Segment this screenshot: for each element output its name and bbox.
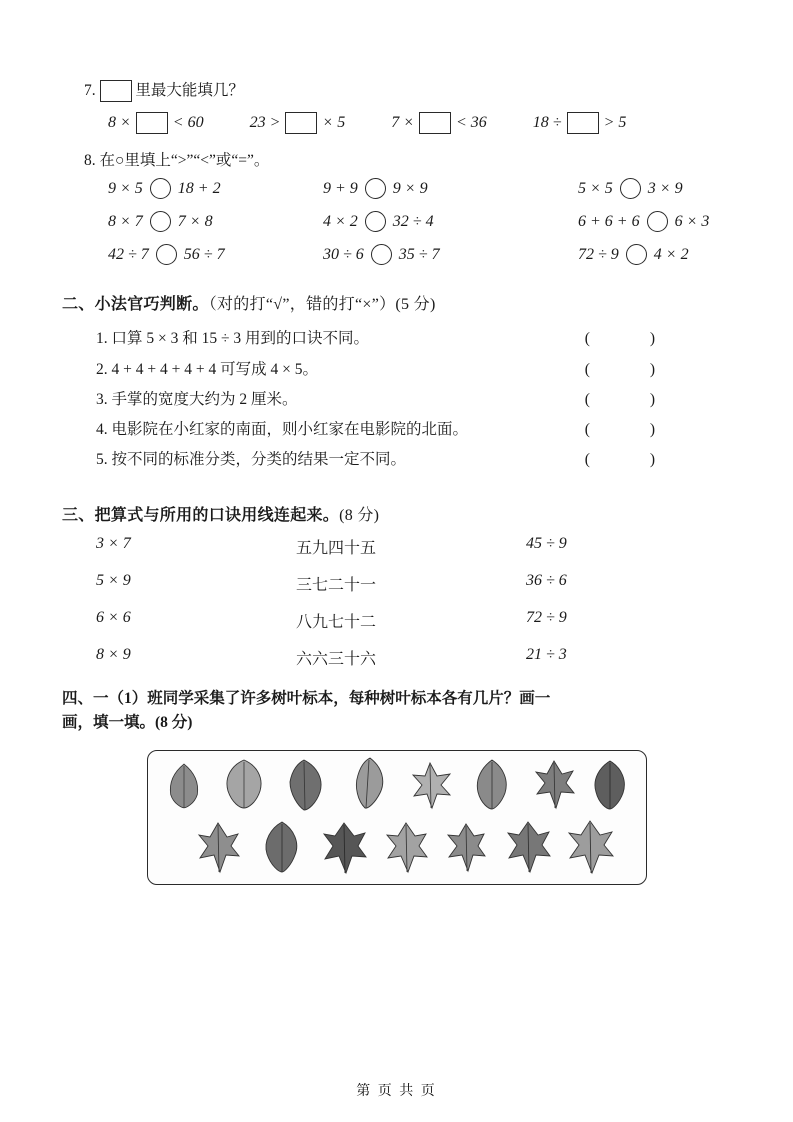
expr-left: 23 >: [249, 114, 281, 132]
compare-item: [323, 244, 578, 265]
compare-circle[interactable]: [150, 211, 171, 232]
question-7-number: 7.: [84, 82, 96, 99]
compare-circle[interactable]: [371, 244, 392, 265]
match-middle[interactable]: 六六三十六: [296, 650, 377, 668]
judge-answer-paren[interactable]: ( ): [584, 421, 683, 439]
question-8: [84, 148, 731, 265]
question-7-title-box[interactable]: [100, 80, 132, 102]
cmp-left: 5 × 5: [578, 179, 613, 197]
judge-answer-paren[interactable]: ( ): [584, 390, 683, 408]
expr-left: 18 ÷: [532, 114, 562, 132]
expr-right: < 36: [455, 114, 487, 132]
match-middle[interactable]: 三七二十一: [296, 576, 377, 594]
question-8-number: 8.: [84, 152, 96, 170]
compare-item: [108, 211, 323, 232]
section-4-heading: [62, 687, 731, 737]
question-8-grid: [108, 178, 731, 265]
judge-text: 5. 按不同的标准分类，分类的结果一定不同。: [96, 451, 407, 469]
compare-item: [578, 178, 731, 199]
judge-text: 1. 口算 5 × 3 和 15 ÷ 3 用到的口诀不同。: [96, 330, 369, 348]
question-8-title: [84, 148, 731, 170]
match-right[interactable]: 21 ÷ 3: [526, 645, 567, 663]
compare-item: [323, 211, 578, 232]
leaf-icon: [290, 760, 321, 810]
section-3-heading: [62, 502, 731, 525]
leaf-icon: [265, 822, 296, 872]
cmp-right: 56 ÷ 7: [183, 245, 225, 263]
match-left[interactable]: 6 × 6: [96, 608, 131, 626]
match-right[interactable]: 72 ÷ 9: [526, 608, 567, 626]
answer-box[interactable]: [285, 112, 317, 134]
leaf-icon: [387, 823, 427, 872]
leaf-icon: [413, 763, 450, 808]
section-3-heading-bold: 三、把算式与所用的口诀用线连起来。: [62, 506, 340, 524]
compare-item: [323, 178, 578, 199]
leaf-icon: [226, 760, 260, 808]
cmp-right: 4 × 2: [653, 245, 689, 263]
match-right[interactable]: 45 ÷ 9: [526, 534, 567, 552]
compare-item: [108, 244, 323, 265]
judge-text: 3. 手掌的宽度大约为 2 厘米。: [96, 390, 298, 408]
page-footer: 第 页 共 页: [356, 1084, 437, 1099]
expr-item: [533, 112, 627, 134]
leaf-icon: [477, 760, 506, 809]
answer-box[interactable]: [136, 112, 168, 134]
expr-left: 8 ×: [108, 114, 131, 132]
cmp-right: 35 ÷ 7: [398, 245, 440, 263]
cmp-right: 6 × 3: [674, 212, 710, 230]
leaf-icon: [356, 758, 382, 808]
leaf-icon: [569, 821, 613, 873]
cmp-right: 3 × 9: [647, 179, 683, 197]
section-2-heading-rest: （对的打“√”，错的打“×”）(5 分): [208, 296, 436, 314]
judge-answer-paren[interactable]: ( ): [584, 330, 683, 348]
cmp-left: 72 ÷ 9: [578, 245, 619, 263]
expr-item: [108, 112, 204, 134]
cmp-left: 8 × 7: [108, 212, 143, 230]
compare-circle[interactable]: [365, 211, 386, 232]
match-right[interactable]: 36 ÷ 6: [526, 571, 567, 589]
compare-item: [578, 244, 731, 265]
expr-right: × 5: [322, 114, 346, 132]
cmp-right: 32 ÷ 4: [392, 212, 434, 230]
cmp-right: 9 × 9: [392, 179, 428, 197]
cmp-left: 30 ÷ 6: [323, 245, 364, 263]
judge-row: [96, 355, 731, 385]
match-left[interactable]: 3 × 7: [96, 534, 131, 552]
leaf-drawing: [148, 751, 647, 885]
leaf-icon: [324, 823, 366, 873]
answer-box[interactable]: [567, 112, 599, 134]
cmp-right: 7 × 8: [177, 212, 213, 230]
judge-text: 2. 4 + 4 + 4 + 4 + 4 可写成 4 × 5。: [96, 360, 318, 378]
answer-box[interactable]: [419, 112, 451, 134]
cmp-left: 4 × 2: [323, 212, 358, 230]
cmp-left: 42 ÷ 7: [108, 245, 149, 263]
cmp-left: 6 + 6 + 6: [578, 212, 640, 230]
compare-item: [108, 178, 323, 199]
match-left[interactable]: 5 × 9: [96, 571, 131, 589]
judge-answer-paren[interactable]: ( ): [584, 360, 683, 378]
leaf-icon: [508, 822, 550, 872]
judge-answer-paren[interactable]: ( ): [584, 451, 683, 469]
section-3-heading-rest: (8 分): [339, 506, 380, 524]
section-2-heading: [62, 291, 731, 314]
expr-left: 7 ×: [391, 114, 414, 132]
judge-row: [96, 385, 731, 415]
match-middle[interactable]: 八九七十二: [296, 613, 377, 631]
cmp-left: 9 + 9: [323, 179, 358, 197]
leaf-specimen-illustration: [147, 750, 647, 885]
expr-right: > 5: [603, 114, 627, 132]
judge-row: [96, 324, 731, 354]
leaf-icon: [448, 824, 485, 871]
compare-circle[interactable]: [365, 178, 386, 199]
expr-item: [250, 112, 346, 134]
cmp-right: 18 + 2: [177, 179, 221, 197]
judge-text: 4. 电影院在小红家的南面，则小红家在电影院的北面。: [96, 421, 469, 439]
question-7-title-text: 里最大能填几？: [135, 82, 244, 99]
question-7: [84, 78, 731, 134]
compare-circle[interactable]: [156, 244, 177, 265]
leaf-icon: [536, 761, 574, 808]
compare-circle[interactable]: [150, 178, 171, 199]
question-7-title: [84, 78, 731, 102]
judge-row: [96, 415, 731, 445]
compare-circle[interactable]: [647, 211, 668, 232]
compare-item: [578, 211, 731, 232]
question-8-title-text: 在○里填上“>”“<”或“=”。: [99, 152, 270, 170]
leaf-icon: [170, 764, 197, 808]
compare-circle[interactable]: [620, 178, 641, 199]
judge-row: [96, 445, 731, 475]
section-4-line-2: 画，填一填。(8 分): [62, 714, 193, 732]
compare-circle[interactable]: [626, 244, 647, 265]
leaf-icon: [199, 823, 239, 872]
expr-item: [391, 112, 487, 134]
match-left[interactable]: 8 × 9: [96, 645, 131, 663]
match-middle[interactable]: 五九四十五: [296, 539, 377, 557]
section-4-line-1: 四、一（1）班同学采集了许多树叶标本，每种树叶标本各有几片？画一: [62, 689, 551, 707]
section-2-heading-bold: 二、小法官巧判断。: [62, 296, 209, 314]
leaf-icon: [594, 761, 623, 809]
expr-right: < 60: [172, 114, 204, 132]
question-7-expressions: [108, 112, 731, 134]
match-grid: [96, 535, 731, 669]
cmp-left: 9 × 5: [108, 179, 143, 197]
